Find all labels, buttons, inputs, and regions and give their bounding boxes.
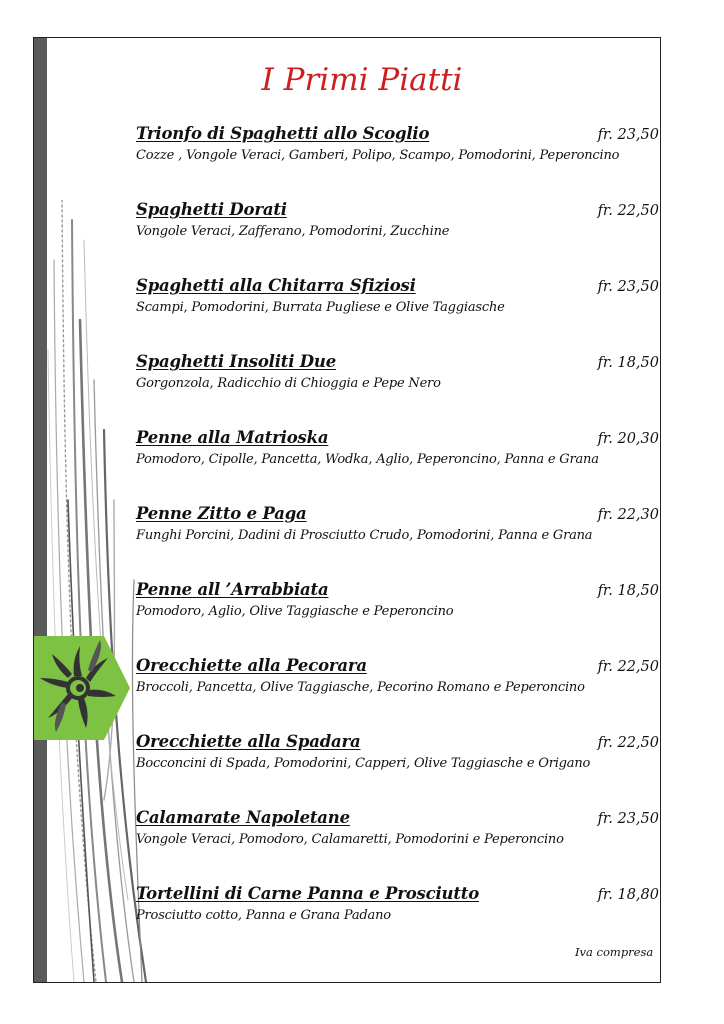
dish-name: Trionfo di Spaghetti allo Scoglio: [136, 124, 430, 143]
dish-description: Prosciutto cotto, Panna e Grana Padano: [136, 908, 391, 923]
page-title: I Primi Piatti: [261, 62, 463, 98]
dish-price: fr. 22,50: [597, 203, 659, 219]
dish-name: Calamarate Napoletane: [136, 808, 350, 827]
dish-description: Vongole Veraci, Zafferano, Pomodorini, Zucchine: [136, 224, 450, 239]
menu-list: [136, 124, 661, 960]
dish-name: Tortellini di Carne Panna e Prosciutto: [136, 884, 480, 903]
dish-description: Funghi Porcini, Dadini di Prosciutto Crudo, Pomodorini, Panna e Grana: [136, 528, 593, 543]
dish-price: fr. 23,50: [597, 127, 659, 143]
dish-price: fr. 22,30: [597, 507, 659, 523]
menu-item: [136, 124, 661, 200]
menu-item: [136, 656, 661, 732]
dish-price: fr. 18,50: [597, 583, 659, 599]
dish-name: Penne all ’Arrabbiata: [136, 580, 329, 599]
dish-price: fr. 23,50: [597, 279, 659, 295]
menu-item: [136, 200, 661, 276]
menu-item: [136, 808, 661, 884]
menu-item: [136, 732, 661, 808]
dish-price: fr. 23,50: [597, 811, 659, 827]
dish-price: fr. 20,30: [597, 431, 659, 447]
menu-item: [136, 352, 661, 428]
tax-note: Iva compresa: [575, 945, 654, 959]
menu-item: [136, 504, 661, 580]
dish-price: fr. 18,80: [597, 887, 659, 903]
dish-price: fr. 22,50: [597, 735, 659, 751]
dish-description: Broccoli, Pancetta, Olive Taggiasche, Pecorino Romano e Peperoncino: [136, 680, 585, 695]
dish-name: Orecchiette alla Spadara: [136, 732, 361, 751]
dish-description: Bocconcini di Spada, Pomodorini, Capperi, Olive Taggiasche e Origano: [136, 756, 591, 771]
dish-name: Spaghetti Dorati: [136, 200, 287, 219]
sun-logo: [34, 634, 132, 742]
menu-item: [136, 276, 661, 352]
dish-price: fr. 18,50: [597, 355, 659, 371]
dish-name: Spaghetti Insoliti Due: [136, 352, 337, 371]
dish-description: Scampi, Pomodorini, Burrata Pugliese e Olive Taggiasche: [136, 300, 505, 315]
dish-description: Pomodoro, Cipolle, Pancetta, Wodka, Aglio, Peperoncino, Panna e Grana: [136, 452, 599, 467]
dish-price: fr. 22,50: [597, 659, 659, 675]
dish-name: Penne alla Matrioska: [136, 428, 329, 447]
menu-item: [136, 580, 661, 656]
dish-name: Orecchiette alla Pecorara: [136, 656, 367, 675]
dish-name: Penne Zitto e Paga: [136, 504, 307, 523]
dish-description: Pomodoro, Aglio, Olive Taggiasche e Peperoncino: [136, 604, 454, 619]
dish-description: Vongole Veraci, Pomodoro, Calamaretti, Pomodorini e Peperoncino: [136, 832, 564, 847]
dish-name: Spaghetti alla Chitarra Sfiziosi: [136, 276, 416, 295]
dish-description: Cozze , Vongole Veraci, Gamberi, Polipo, Scampo, Pomodorini, Peperoncino: [136, 148, 620, 163]
dish-description: Gorgonzola, Radicchio di Chioggia e Pepe Nero: [136, 376, 441, 391]
menu-item: [136, 428, 661, 504]
